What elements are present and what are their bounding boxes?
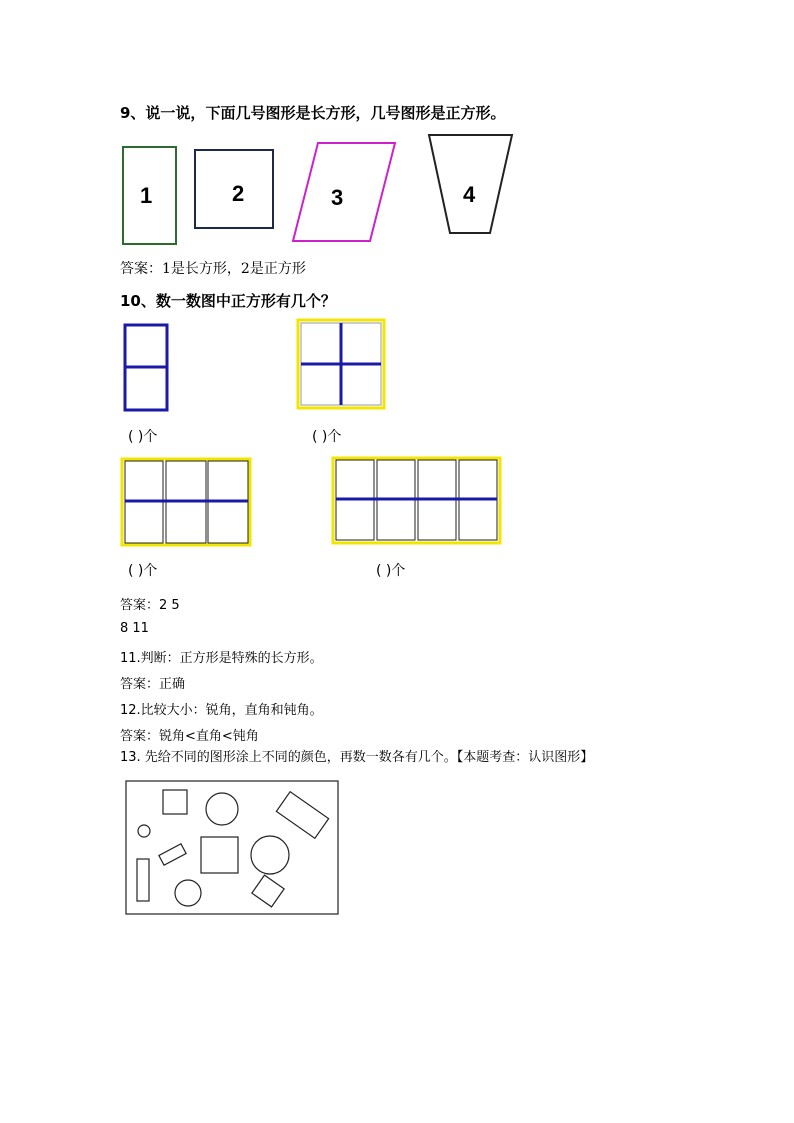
q10-title: 10、数一数图中正方形有几个？ xyxy=(120,292,336,310)
shape-1-rectangle xyxy=(123,147,176,244)
shape-3-label: 3 xyxy=(331,185,344,210)
q9-answer: 答案：1是长方形，2是正方形 xyxy=(120,261,306,277)
q9-title: 9、说一说，下面几号图形是长方形，几号图形是正方形。 xyxy=(120,104,506,122)
q10-answer-line2: 8 11 xyxy=(120,621,149,636)
shape-4-label: 4 xyxy=(463,182,476,207)
q12-title: 12.比较大小：锐角，直角和钝角。 xyxy=(120,703,323,718)
q10-blank-4: ( )个 xyxy=(376,563,406,579)
shape-3-parallelogram xyxy=(293,143,395,241)
q10-blank-2: ( )个 xyxy=(312,429,342,445)
q11-answer: 答案：正确 xyxy=(120,677,186,692)
q9-figures xyxy=(115,130,535,250)
q10-figure-b xyxy=(296,318,388,410)
q10-blank-1: ( )个 xyxy=(128,429,158,445)
q13-shapes-figure xyxy=(125,780,341,916)
q13-title: 13. 先给不同的图形涂上不同的颜色，再数一数各有几个。【本题考查：认识图形】 xyxy=(120,750,594,765)
shape-2-square xyxy=(195,150,273,228)
shape-4-trapezoid xyxy=(429,135,512,233)
shape-2-label: 2 xyxy=(232,181,245,206)
shapes-frame xyxy=(126,781,338,914)
q11-title: 11.判断：正方形是特殊的长方形。 xyxy=(120,651,323,666)
q10-figure-c xyxy=(120,457,254,549)
q10-figure-d xyxy=(331,456,503,546)
q10-blank-3: ( )个 xyxy=(128,563,158,579)
shape-1-label: 1 xyxy=(140,183,153,208)
q12-answer: 答案：锐角<直角<钝角 xyxy=(120,729,259,744)
q10-figure-a xyxy=(122,322,172,412)
q10-answer-line1: 答案：2 5 xyxy=(120,598,180,613)
